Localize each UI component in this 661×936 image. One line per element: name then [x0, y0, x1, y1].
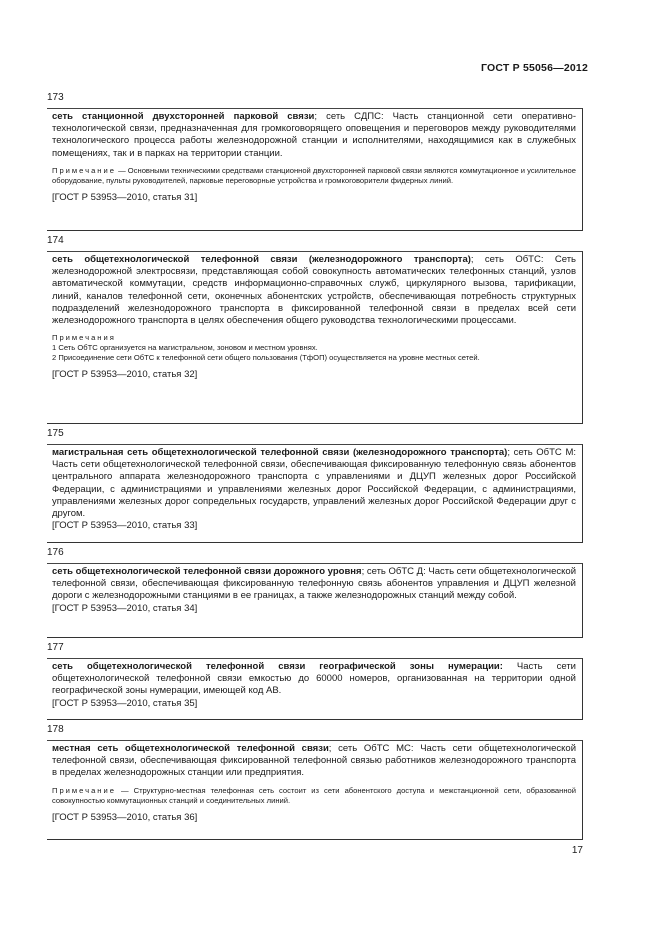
note-text: — Структурно-местная телефонная сеть состоит из сети абонентского доступа и межстанционной сети, образованной совокупностью коммутационных станций и соединительных линий. [52, 785, 576, 805]
note-item-2: 2 Присоединение сети ОбТС к телефонной сети общего пользования (ТфОП) осуществляется на уровне местных сетей. [52, 353, 480, 363]
definition-paragraph [52, 743, 576, 780]
term-name: сеть общетехнологической телефонной связи дорожного уровня [52, 566, 362, 577]
entry-number: 175 [47, 428, 64, 439]
definition-paragraph [52, 447, 576, 520]
term-entry-177 [47, 658, 583, 720]
term-entry-173 [47, 108, 583, 231]
definition-paragraph [52, 661, 576, 698]
entry-number: 178 [47, 724, 64, 735]
term-definition: ; сеть ОбТС М: Часть сети общетехнологической телефонной связи, обеспечивающая фиксированную телефонную связь абонентов центрального аппарата железнодорожного транспорта с управлениями и ДЦУП железных дорог Российской Федерации, с администрациями и управлениями железных дорог Российской Федерации, с администрациями, управлениями железных дорог сопредельных государств, управлений железных дорог Российской Федерации друг с другом. [52, 447, 576, 520]
note [52, 786, 576, 806]
term-entry-178 [47, 740, 583, 840]
term-name: сеть общетехнологической телефонной связи географической зоны нумерации: [52, 661, 503, 672]
definition-paragraph [52, 254, 576, 327]
note-text: — Основными техническими средствами станционной двухсторонней парковой связи являются коммутационное и усилительное оборудование, пульты руководителей, парковые переговорные устройства и громкоговорители фидерных линий. [52, 165, 576, 185]
source-reference: [ГОСТ Р 53953—2010, статья 31] [52, 191, 198, 203]
term-entry-176 [47, 563, 583, 638]
entry-number: 177 [47, 642, 64, 653]
note [52, 166, 576, 186]
term-definition: ; сеть ОбТС: Сеть железнодорожной электросвязи, представляющая собой совокупность автоматических телефонных станций, узлов автоматической коммутации, средств информационно-справочных служб, циркулярного вызова, тарификации, линий, каналов телефонной сети, оконечных абонентских устройств, обеспечивающая потребность структурных подразделений железнодорожного транспорта в фиксированной телефонной связи в пределах всей сети железнодорожного транспорта в целях обеспечения общего руководства технологическими процессами. [52, 254, 576, 327]
page-number: 17 [571, 845, 583, 856]
term-definition: Часть сети общетехнологической телефонной связи емкостью до 60000 номеров, организованная на территории одной географической зоны нумерации, имеющей код АВ. [52, 661, 576, 697]
term-name: сеть станционной двухсторонней парковой связи [52, 111, 315, 122]
note [52, 333, 576, 343]
source-reference: [ГОСТ Р 53953—2010, статья 32] [52, 369, 198, 381]
definition-paragraph [52, 111, 576, 160]
term-entry-175 [47, 444, 583, 543]
term-name: местная сеть общетехнологической телефонной связи [52, 743, 329, 754]
term-definition: ; сеть ОбТС МС: Часть сети общетехнологической телефонной связи, обеспечивающая фиксированной телефонной связью работников железнодорожного транспорта в пределах железнодорожных станции или предприятия. [52, 743, 576, 779]
document-header: ГОСТ Р 55056—2012 [480, 62, 588, 74]
entry-number: 176 [47, 547, 64, 558]
source-reference: [ГОСТ Р 53953—2010, статья 33] [52, 520, 198, 532]
entry-number: 173 [47, 92, 64, 103]
term-definition: ; сеть ОбТС Д: Часть сети общетехнологической телефонной связи, обеспечивающая фиксированную телефонную связь абонентов управления и ДЦУП железной дороги с железнодорожными станциями в ее границах, а также железнодорожных станций между собой. [52, 566, 577, 602]
definition-paragraph [52, 566, 576, 603]
source-reference: [ГОСТ Р 53953—2010, статья 35] [52, 697, 198, 709]
term-name: магистральная сеть общетехнологической телефонной связи (железнодорожного транспорта) [52, 447, 508, 458]
note-item-1: 1 Сеть ОбТС организуется на магистральном, зоновом и местном уровнях. [52, 343, 318, 353]
term-entry-174 [47, 251, 583, 424]
note-label: Примечание [52, 165, 116, 175]
term-name: сеть общетехнологической телефонной связи (железнодорожного транспорта) [52, 254, 471, 265]
note-label: Примечание [52, 785, 116, 795]
note-label: Примечания [52, 333, 116, 343]
entry-number: 174 [47, 235, 64, 246]
source-reference: [ГОСТ Р 53953—2010, статья 36] [52, 811, 198, 823]
term-definition: ; сеть СДПС: Часть станционной сети оперативно-технологической связи, предназначенная для громкоговорящего оповещения и переговоров между руководителями технологического процесса работы железнодорожной станции и исполнителями, находящимися как в служебных помещениях, так и в парках на территории станции. [52, 111, 577, 159]
source-reference: [ГОСТ Р 53953—2010, статья 34] [52, 602, 198, 614]
